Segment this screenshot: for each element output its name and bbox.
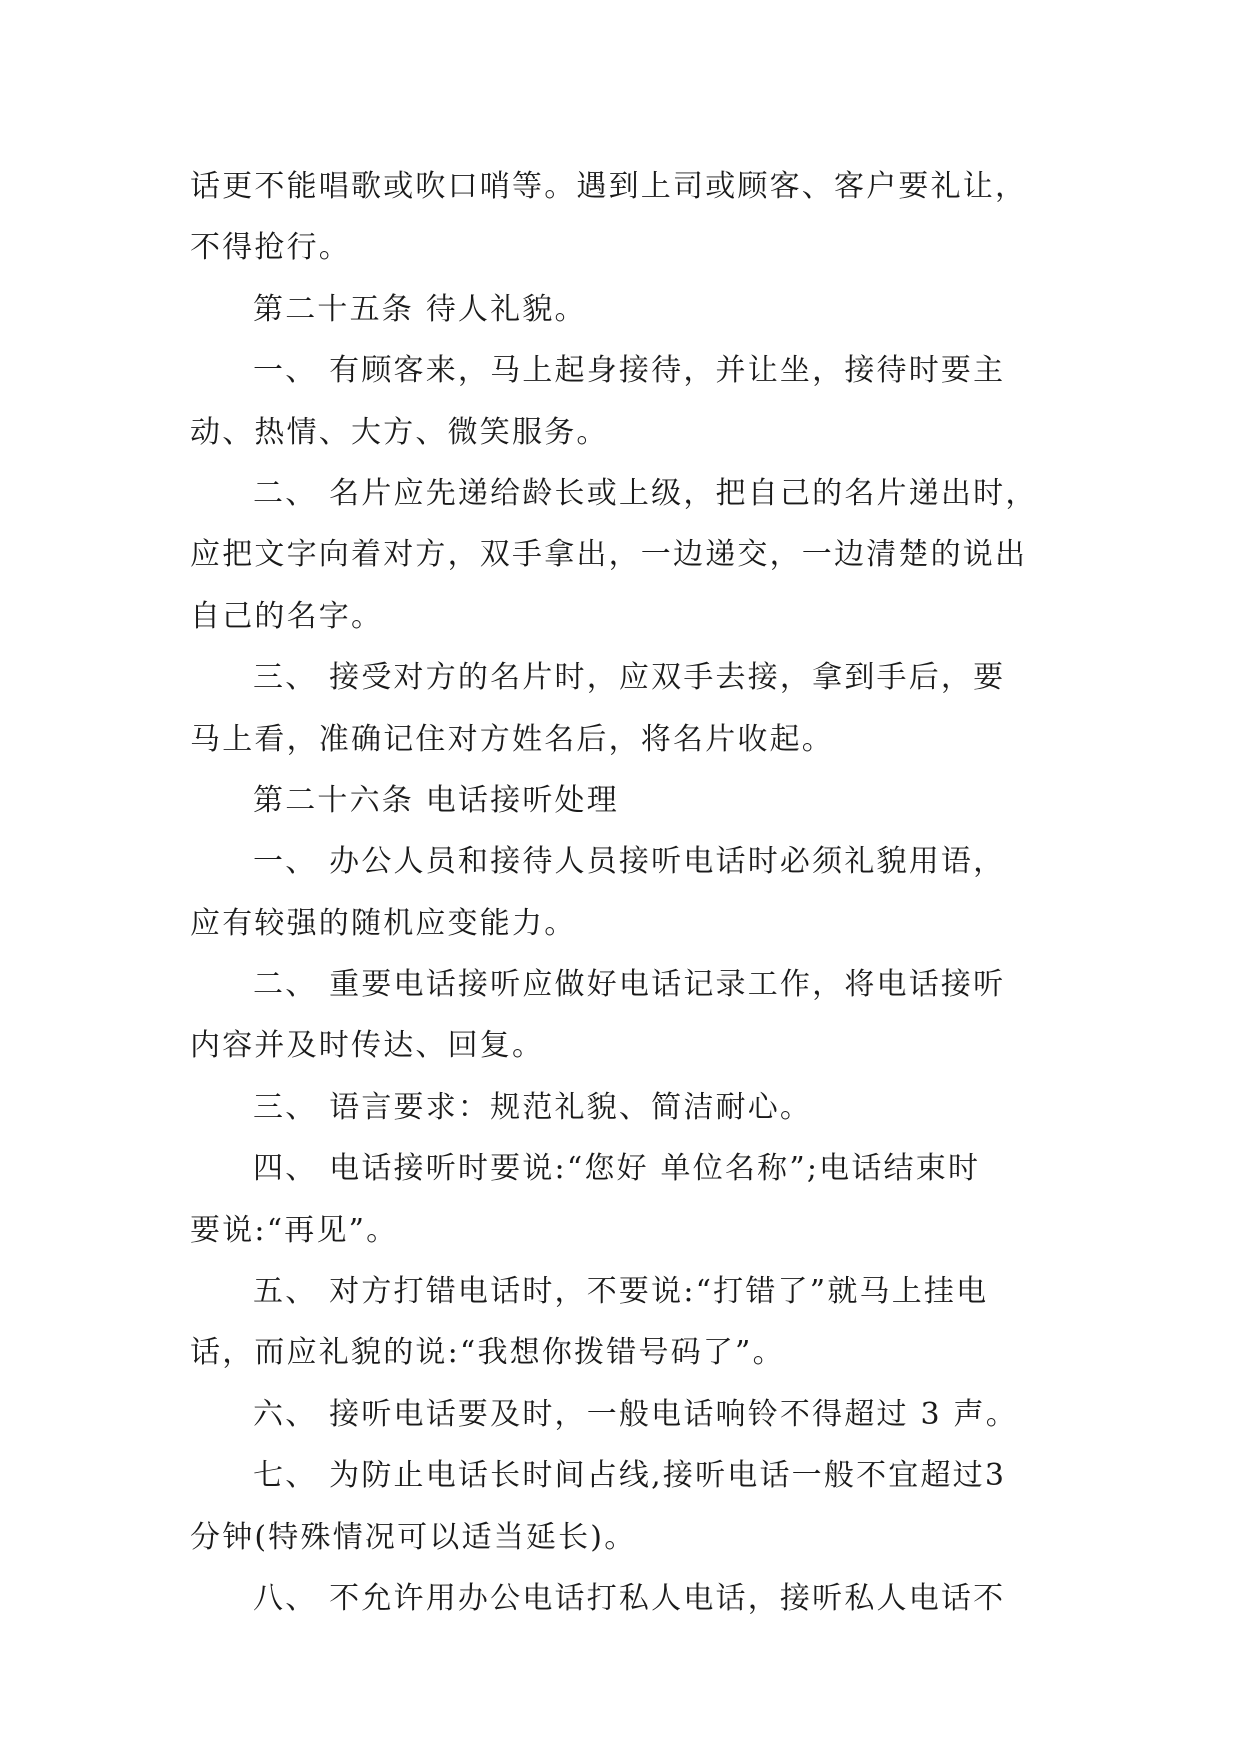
text-line: 应有较强的随机应变能力。 <box>190 905 577 941</box>
text-line: 要说:“再见”。 <box>190 1212 399 1248</box>
text-line: 一、 办公人员和接待人员接听电话时必须礼貌用语， <box>253 844 1006 880</box>
text-line: 四、 电话接听时要说:“您好 单位名称”;电话结束时 <box>253 1151 981 1187</box>
text-line: 内容并及时传达、回复。 <box>190 1028 545 1064</box>
article-heading: 第二十五条 待人礼貌。 <box>253 291 587 327</box>
text-line: 三、 接受对方的名片时，应双手去接，拿到手后，要 <box>253 660 1006 696</box>
text-line: 动、热情、大方、微笑服务。 <box>190 414 609 450</box>
text-line: 二、 名片应先递给龄长或上级，把自己的名片递出时， <box>253 475 1038 511</box>
text-line: 自己的名字。 <box>190 598 384 634</box>
text-line: 不得抢行。 <box>190 230 351 266</box>
text-line: 应把文字向着对方，双手拿出，一边递交，一边清楚的说出 <box>190 537 1028 573</box>
text-line: 分钟(特殊情况可以适当延长)。 <box>190 1519 637 1555</box>
text-line: 五、 对方打错电话时，不要说:“打错了”就马上挂电 <box>253 1274 989 1310</box>
document-body <box>190 156 1070 1629</box>
text-line: 二、 重要电话接听应做好电话记录工作，将电话接听 <box>253 967 1006 1003</box>
text-line: 话更不能唱歌或吹口哨等。遇到上司或顾客、客户要礼让， <box>190 169 1028 204</box>
text-line: 六、 接听电话要及时，一般电话响铃不得超过 3 声。 <box>253 1396 1018 1432</box>
text-line: 八、 不允许用办公电话打私人电话，接听私人电话不 <box>253 1580 1006 1616</box>
text-line: 马上看，准确记住对方姓名后，将名片收起。 <box>190 721 834 757</box>
article-heading: 第二十六条 电话接听处理 <box>253 782 619 818</box>
text-line: 七、 为防止电话长时间占线,接听电话一般不宜超过3 <box>253 1458 1007 1494</box>
text-line: 一、 有顾客来，马上起身接待，并让坐，接待时要主 <box>253 353 1006 389</box>
text-line: 话，而应礼貌的说:“我想你拨错号码了”。 <box>190 1335 785 1371</box>
text-line: 三、 语言要求：规范礼貌、简洁耐心。 <box>253 1089 813 1125</box>
